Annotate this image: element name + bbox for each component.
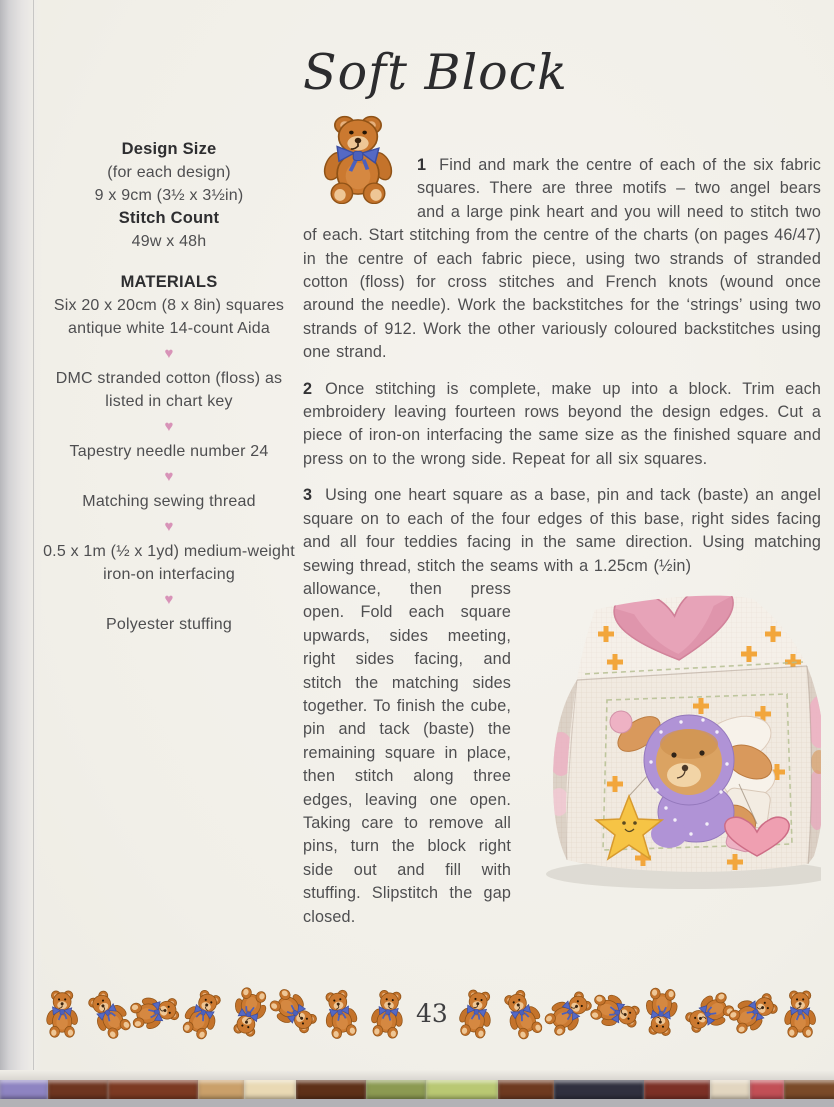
tumbling-teddy-icon [780, 987, 822, 1039]
material-item: Tapestry needle number 24 [69, 443, 269, 460]
heart-divider-icon: ♥ [164, 345, 174, 362]
step-2 [303, 378, 821, 472]
page-number: 43 [416, 998, 448, 1028]
stitch-count-heading: Stitch Count [118, 209, 220, 227]
step-text: Once stitching is complete, make up into a block. Trim each embroidery leaving fourteen rows beyond the design edges. Cut a piece of iron-on interfacing the same size as the finished square and press on to the wrong side. Repeat for all six squares. [303, 379, 821, 468]
design-size-heading: Design Size [121, 140, 217, 158]
sitting-teddy-bear-illustration [303, 112, 413, 204]
step-number: 2 [303, 379, 313, 398]
design-size-value: 9 x 9cm (3½ x 3½in) [94, 187, 244, 204]
step-number: 3 [303, 486, 313, 505]
tumbling-teddy-icon [315, 983, 367, 1043]
tumbling-teddy-icon [585, 986, 646, 1040]
step-text: Using one heart square as a base, pin and tack (baste) an angel square on to each of the four edges of this base, right sides facing and all four teddies facing in the same direction. Using matching sewing thread, stitch the seams with a 1.25cm (½in) [303, 486, 821, 575]
material-item: Polyester stuffing [105, 616, 233, 633]
instructions-column [303, 118, 821, 929]
page-bottom-edge [0, 1070, 834, 1080]
next-page-threads-edge [0, 1080, 834, 1101]
material-item: Matching sewing thread [82, 493, 256, 510]
tumbling-teddy-icon [452, 984, 502, 1043]
tumbling-teddy-icon [362, 984, 411, 1041]
heart-divider-icon: ♥ [164, 418, 174, 435]
stitch-count-value: 49w x 48h [131, 233, 207, 250]
tumbling-teddy-icon [126, 988, 185, 1038]
scan-background [0, 1099, 834, 1107]
soft-block-cube-photo [511, 572, 821, 894]
materials-heading: MATERIALS [120, 273, 218, 291]
step-3-continued: allowance, then press open. Fold each square upwards, sides meeting, right sides facing, and stitch the matching sides together. To finish the cube, pin and tack (baste) the remaining square in place, then stitch along three edges, leaving one open. Taking care to remove all pins, turn the block right side out and fill with stuffing. Slipstitch the gap closed. [303, 579, 511, 926]
heart-divider-icon: ♥ [164, 468, 174, 485]
tumbling-teddy-icon [172, 981, 232, 1046]
heart-divider-icon: ♥ [164, 518, 174, 535]
step-3 [303, 484, 821, 578]
tumbling-teddy-icon [261, 980, 328, 1046]
tumbling-teddy-icon [42, 987, 84, 1039]
material-item: 0.5 x 1m (½ x 1yd) medium-weight iron-on interfacing [43, 543, 295, 583]
heart-divider-icon: ♥ [164, 591, 174, 608]
material-item: Six 20 x 20cm (8 x 8in) squares antique white 14-count Aida [53, 297, 285, 337]
page-title: Soft Block [303, 44, 568, 101]
design-size-subtitle: (for each design) [107, 164, 231, 181]
page-crease [33, 0, 34, 1080]
tumbling-teddies-border [42, 980, 822, 1046]
material-item: DMC stranded cotton (floss) as listed in chart key [55, 370, 283, 410]
step-text: Find and mark the centre of each of the six fabric squares. There are three motifs – two angel bears and a large pink heart and you will need to stitch two of each. Start stitching from the centre of the charts (on pages 46/47) in the centre of each fabric piece, using two strands of stranded cotton (floss) for cross stitches and French knots (wound once around the needle). Work the backstitches for the ‘strings’ using two strands of 912. Work the other variously coloured backstitches using one strand. [303, 156, 821, 362]
materials-sidebar [36, 138, 302, 636]
tumbling-teddy-icon [722, 982, 788, 1044]
step-number: 1 [417, 156, 427, 174]
